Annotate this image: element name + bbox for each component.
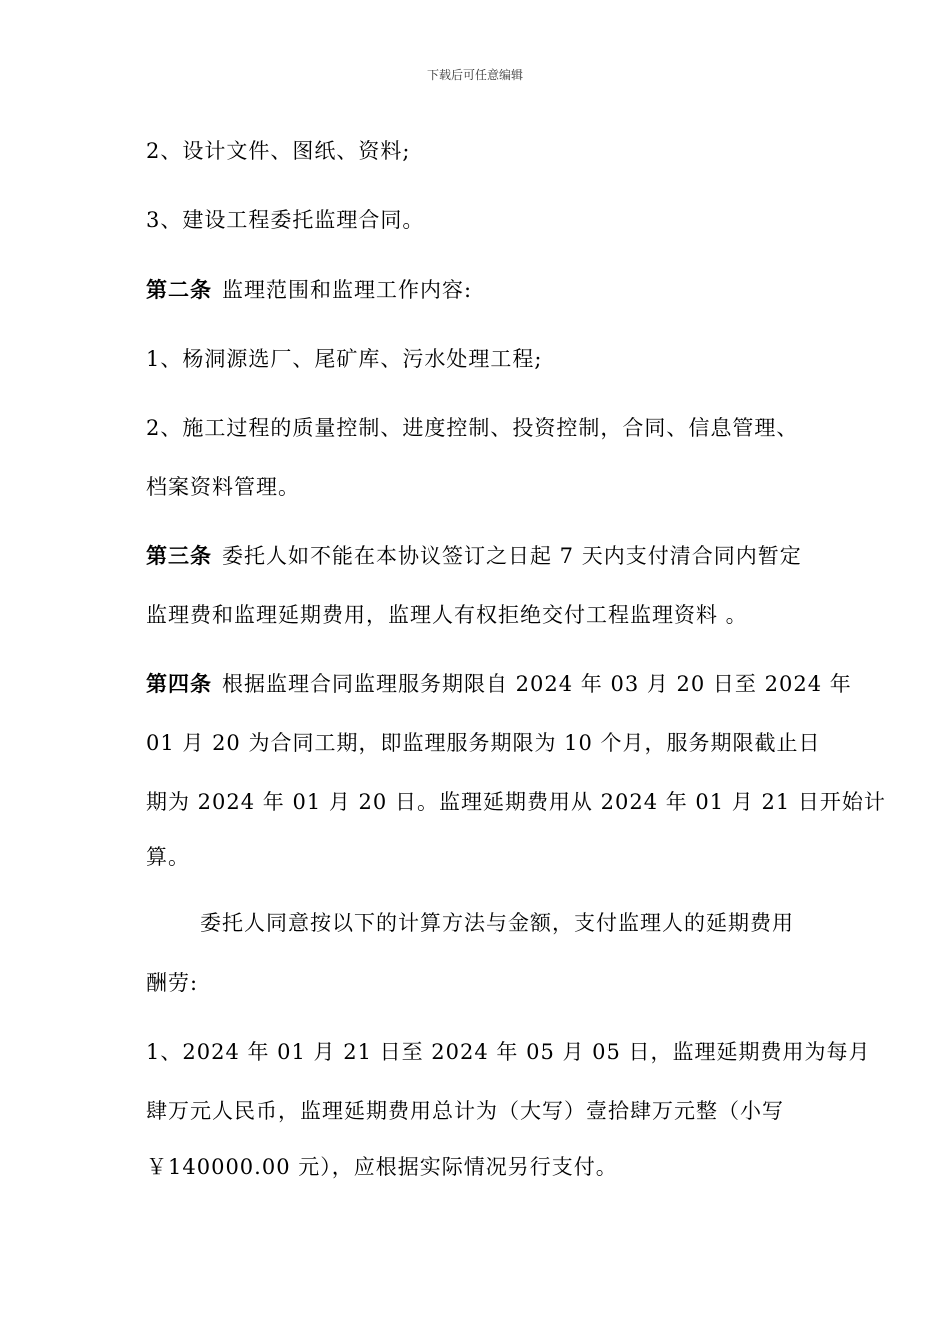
page-header: 下载后可任意编辑 [426, 68, 523, 82]
article-4-text: 根据监理合同监理服务期限自 2024 年 03 月 20 日至 2024 年 [222, 672, 852, 696]
article-2-text: 监理范围和监理工作内容: [222, 278, 473, 302]
article-4-cont-1: 01 月 20 为合同工期，即监理服务期限为 10 个月，服务期限截止日 [146, 731, 821, 755]
fee-item-1-cont-1: 肆万元人民币，监理延期费用总计为（大写）壹拾肆万元整（小写 [146, 1099, 784, 1123]
list-item-scope-2-cont: 档案资料管理。 [146, 475, 300, 499]
article-3 [146, 541, 816, 571]
fee-item-1-cont-2: ￥140000.00 元），应根据实际情况另行支付。 [146, 1155, 618, 1179]
article-3-cont: 监理费和监理延期费用，监理人有权拒绝交付工程监理资料 。 [146, 603, 748, 627]
list-item-contract: 3、建设工程委托监理合同。 [146, 208, 425, 232]
list-item-scope-1: 1、杨洞源选厂、尾矿库、污水处理工程; [146, 347, 543, 371]
article-2 [146, 275, 816, 305]
article-4-cont-2: 期为 2024 年 01 月 20 日。监理延期费用从 2024 年 01 月 21 日开始计 [146, 790, 886, 814]
fee-item-1: 1、2024 年 01 月 21 日至 2024 年 05 月 05 日，监理延期费用为每月 [146, 1040, 871, 1064]
paragraph-fee-method-cont: 酬劳: [146, 971, 199, 995]
article-3-text: 委托人如不能在本协议签订之日起 7 天内支付清合同内暂定 [222, 544, 802, 568]
list-item-design-files: 2、设计文件、图纸、资料; [146, 139, 411, 163]
article-4-cont-3: 算。 [146, 845, 190, 869]
list-item-scope-2: 2、施工过程的质量控制、进度控制、投资控制，合同、信息管理、 [146, 416, 799, 440]
article-2-label: 第二条 [146, 277, 212, 302]
paragraph-fee-method: 委托人同意按以下的计算方法与金额，支付监理人的延期费用 [200, 911, 794, 935]
article-4 [146, 669, 852, 699]
article-3-label: 第三条 [146, 543, 212, 568]
article-4-label: 第四条 [146, 671, 212, 696]
